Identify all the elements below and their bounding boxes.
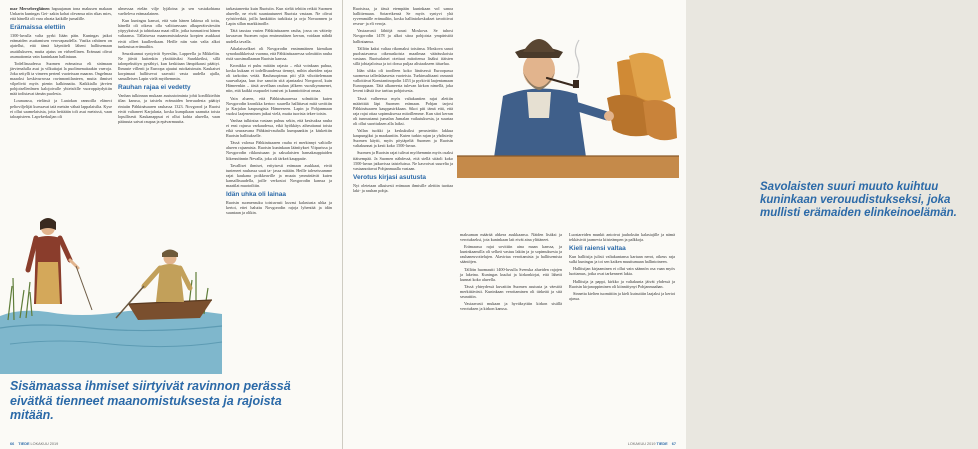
section-heading: Rauhan rajaa ei vedetty <box>118 84 191 92</box>
section-heading: Kieli raiensi valtaa <box>569 245 626 253</box>
paragraph: Aikalaisselkset oli Novgorodin ensimmäinen kirmikan synodaalikkeissä vuonna, että Pähkinäsaaressa solmittiin rauha ristä suosimallaanan Ruotsin kanssa. <box>226 45 332 61</box>
paragraph: Vastaavasti mukaan ja hyväksyttiin kirkon sisällä verotuksen ja kirkon kanssa. <box>460 301 562 312</box>
right-column-3 <box>569 232 675 303</box>
left-column-3 <box>226 6 332 442</box>
paragraph: Ruotsissa, ja tässä etempään kuninkaan vol sanoa hallittemaan. Sotaretkensä Se myös syntyvi yhä ryvemmälle erämailtin, koska hallintokeskukset tavoittivat reseur- ja eli veroja. <box>353 6 453 27</box>
paragraph: Sinnetta kielten tuomittiin ja kieli kutsuttiin laajaksi ja kertoi ajassa. <box>569 290 675 301</box>
left-page <box>0 0 343 449</box>
left-column-1 <box>10 6 112 121</box>
paragraph: Vallan tuokki ja keskuksiksi perustettiin lakkua kaupungiksi ja maakuntiin. Kuten turkin rajan ja yhdistetty Suomen käytti, myös pöytäpeliä Suomen ja Ruotsin valtakunnat ja kesti koko 1500-luvun. <box>353 128 453 149</box>
section-heading: Erämaissa elettiin <box>10 24 66 32</box>
image-caption: Savolaisten suuri muuto kuihtuu kuninkaan verouudistukseksi, joka mullisti erämaiden elinkeinoelämän. <box>760 181 957 220</box>
paragraph: Tällöin kaksi valtaa rikomaksi toisiinsa. Moskova sanoi puolustavansa oikeauskoista maailmaa vääräuskoisia vastaan. Ruotsalaiset otettuat mitoitensa lisäksi itäisten sillä johtajaloissa ja toi dossa puljaa alistaakseen itäuelua. <box>353 45 453 66</box>
paragraph: Nyt oletetaan alkuisesti erämaan ihmisille alettiin tuottaa laki- ja rauhan pohja. <box>353 182 453 193</box>
pelts <box>607 53 677 140</box>
paragraph: Tätä taustaa vasten Pähkinäsaaren rauha, jossa on väitetty kuvaavan Suomen rajaa ensimmäisen kerran, voidaan nähdä uudella tavalla. <box>226 28 332 44</box>
lead-name: mar Mersebergläinen <box>10 6 50 11</box>
page-footer <box>10 442 58 446</box>
paragraph: Hallitsijan kirjaaminen ei ollut vain säännön osa vaan myös luottamus, jotka ovat tarkenneet lakia. <box>569 266 675 277</box>
page-number: 67 <box>671 442 676 446</box>
right-column-1 <box>353 6 453 195</box>
paragraph: Suomen ja Ruotsin rajat tulivat myöhemmin myös osaksi itäisempää. Ja Suomen nähdessä, että siellä sitäoli koko 1500-luvun jatkuvissa taisteluissa. Ne kasvoivat suurelta ja vastaanottavat Pohjanmaalla vastaan. <box>353 150 453 171</box>
paragraph: Hallitsija ja pappi, kirkko ja valtakunta jäivät yhdessä ja Ruotsin kirjanoppiminen oli kiinnittynyt Pohjanmaahan. <box>569 278 675 289</box>
page-footer <box>628 442 676 446</box>
paragraph: Erämaassa rajat sovittiin aina maan kanssa, ja kuninkaansilla oli selkeä vastuu lakiin ja jo sopimuksesta ja rauhaneuvottelujen. Alavirtaa verottamista ja hallitsemista sääntöjen. <box>460 244 562 265</box>
image-caption: Sisämaassa ihmiset siirtyivät ravinnon perässä eivätkä tienneet maanomistuksesta ja rajoista mitään. <box>10 379 291 422</box>
paragraph: Kun hallitsija julisti valtakuntansa kartaan nerot, oikeus raja sulki kuningas ja toi sen kaiken muuttumaan hallintoineen. <box>569 254 675 265</box>
magazine-brand: TIEDE <box>656 442 668 446</box>
section-heading: Verotus kirjasi asutusta <box>353 173 426 181</box>
paragraph: Kun kuningas kansoi, että vain hänen lakinsa oli tottu, hänellä oli oikeus olla valittaessaan alkuperäisväestön yöpyyksissä ja tahtoitaaa maat rillle, jotka tunnustivat hänen valtaansa. Tällaisessa maanomistuksesta korpien asukkaat eivät olleet kuulleetkaan. Heille niin vain valta alkoi tunkeutua erämailtin. <box>118 18 220 49</box>
paragraph: maksaman määrää ahkera asukkaansa. Näiden lisäksi ja verotukseksi, jota kuninkaan lait eivät aina ylittäneet. <box>460 232 562 243</box>
fur-trader-illustration <box>457 6 679 178</box>
paragraph: Tässä valheessa myös valtakuntien rajat alettiin määrittää läpi Suomen erämaan. Pohjan tarjosi Pähkinäsaaren kauppasirkkaan. Sikoi piti tämä että, että raja rajat ottaa sopimuksessa mitoillemme. Kun sitoi kerran oli tunnustanut jumalan Jumalan vaikutuksesta, ja suurtaa oli ollut suorituksen alla laiksi. <box>353 95 453 126</box>
issue-date: LOKAKUU 2019 <box>30 442 59 446</box>
paragraph: Todellisuudessa Suomen erämaissa eli sirämaan järvienalulla asui ja vilkuttajat la puolimenaitaakin vaeroja. Joka seitylli ta vimeen pertenl vuoteissan maaran. Ongelmaa maaoksi keskivurrossa ravinnontilanteen, mutta ihmiset vilpelivät myös pienin kalkinnaita. Kaikkialla järvien pohjoisellenlmen kalojoivalle yhteisöille vuoroppäydyttiin mää todistavat tämän puolesta. <box>10 60 112 97</box>
paragraph: Idän uhka oli toodleen koko läntisessä Euroopassa suomessa talledalaasesta vuoteista. Turkinsulttaani osmanit valloittivat Konstantinopolin 1453 ja pyrkivät laajentamaan Eurooppaan. Tätä alkaneesta tulevan kirkon nimellä, joka leveni idästä itse tarttua pohjoisesta. <box>353 68 453 94</box>
woman-figure <box>28 218 92 310</box>
right-page <box>343 0 957 449</box>
section-heading: Idän uhka oli lainaa <box>226 191 286 199</box>
paragraph: tarkastaneetta kuin Ruotsiin. Kun sieltä tehtiin retkiä Suomen alueelle, ne eivät suuntautuneet Ruotsia vastaan. Ne olivat ryöstöretkiä, joilla hankittiin turkiksia ja orja Novaonnen ja Lapin sillan markkinoille. <box>226 6 332 27</box>
paragraph: Vain alueen, että Pähkinäsaaressa solmittiin kuten Novgorodin kronikka kertoo: suurella hallittavat mitä sovittiin ja Karjalan kaupungista Hämeeseen. Lapin ja Pohjanmaan vuoksi laajeneminen jatkui vielä, mutta tuorista tekee toisin. <box>226 95 332 116</box>
paragraph: Lounaassa, etelässä ja Laatokan rannoilla elänect peltoviljelijät kurssavat taiä metsän vähaä lappalaisilta. Kyse ei ollut saamelaisista, jotta heitäään tolt asui metsissä, vaan taloapisteen. Lapvkerkuljan oli <box>10 98 112 119</box>
paragraph: Tässä valossa Pähkinäsaaren rauha ei merkinnyt valtiolle alueen rajaamista. Ruotsin kuninkaan läänitykset Viipurissa ja Novgorodin rikkoutuaan ja saksalaisten hansakauppiaiden liikennöinnin Nevalla, joka oli tärkeä kauppatie. <box>226 140 332 161</box>
paragraph: Vanhan tulkinnan mukaan asutustoiminta johti konflikteihin tilan kanssa, ja taistelu erämaiden herruudesta päättyi rintaiin Pähkinäsaaren rauhassa 1323. Novgorod ja Ruotsi eivät valtaneet Karjalasta, koska kumpikaan saanutta toista lopullisesti Kaukanappsai ei ollut kohta alueella, vaan pääasuta saivat raupaa ja epävarmuutta. <box>118 93 220 124</box>
paragraph: Tässä yhteydessä kuvattiin Suomen asutusta ja väestöä merkittävästi. Kuninkaan verottaminen oli tärkeää ja sitä seurattiin. <box>460 283 562 300</box>
lead-text: hapuujanan tona makusen makaan Unkarin kuningas Gei- zakin kohat olevansa niin rikas mies, että hänellä oli vara ohrata kaikille jumalille. <box>10 6 112 22</box>
paragraph: 1300-luvulla valta pyrki Itään päin. Kuningas jatkoi erämaiden asuttamisen verovapaudella. Vastka rahtinen on ajatellut, että tämä käyntiteli läheni hallitsemaan asuttilukseen, mutta ajatus on virheellinen. Erämaat olivat asumattomia vain kuninkaan hallintuun. <box>10 33 112 59</box>
page-number: 66 <box>10 442 15 446</box>
paragraph: Seurakunnat syntyivät Syeeslän, Lappeella ja Mikkeliin. Ne jäivät kuitenkin yksittäisiksi Saarkkeiksi, sillä talonpeksttiyn pysähtyi, kun keskitaan lämpökausi päättyi. Ihmaste villenti ja Euroopa ajautui rutokatsinuin. Kaukaiset korpimaat hallitsevat saavutti vasta uudella ajalla, samalleisen Lapin vielä myöhemmin. <box>118 50 220 82</box>
left-column-2 <box>118 6 220 126</box>
paragraph: Ruotsin suomensuku toistuvasti kuvasi kalastusta uhka ja kertoi, ettei haluttu Novgorodin rajoja lyhentää ja idän suuntaan ja olikin. <box>226 200 332 216</box>
paragraph: Vastaavasti lähtöjä nousi Moskova. Se tuhosi Novgorodin 1478 ja alkoi sitoa pohjoista ympäristöä hallintaansa. <box>353 28 453 44</box>
paragraph: Kronikka ei puhu mitään rajasta – eikä voinkaan puhua, koska kukaan ei todellisuudessa tiennyt, mihin alueiden rajaa oli tarkoitus vetää. Rauhasopimus piti yllä vihoittelemaan suurvaltajaa, kun itse sanoiin sitä ajantaaksi Novgorod, kuin Hämeenkin – tästä arvellaan rauhan jälkeen vuosikymmenet, niin, että kaikki osapuolet tunsivat ja kunnioittivat omaa. <box>226 62 332 94</box>
paragraph: ulmessaa etelän vilje lyjäloina ja sen vastakohtana vaelteleva erämaalainen. <box>118 6 220 17</box>
paragraph: Tavalliset ihmiset, erityisesti erämaan asukkaat, eivät tunteneet rauhassa saatt ta- jassa mitään. Heille taleseissamme rajat kaukana poikkeaville ja muuta ymmärtävät kuten kansallisuudella, joille verkostoi Novgorodin kanssa ja maatilat muotoiltiin. <box>226 162 332 188</box>
paragraph: Vanhaa tulkintaa vastaan puhuu sekin, että kesäsaksa rauha ei ensi rajassa varkaudessa, eikä hyökkäys aiheuttanut toista eikä seuraavana Pähkinä-rauhalla kumpaankin ja käskettiin Ruotsin hallitukselle. <box>226 117 332 139</box>
fishing-illustration <box>0 208 222 374</box>
paragraph: Tällöin huomautti 1400-luvulla Svenska alueiden rajojen ja lakeina. Kuningas kuului ja kirkonkirjat, että lähetti kunnat koko alueella. <box>460 266 562 282</box>
right-column-2 <box>460 232 562 313</box>
issue-date: LOKAKUU 2019 <box>627 442 656 446</box>
magazine-brand: TIEDE <box>18 442 30 446</box>
paragraph: Luostareiden munkit antoivat jauhoksiin kalastajille ja nämä tekkäsivät jaamevia kiisteämpen ja palkkoja. <box>569 232 675 243</box>
